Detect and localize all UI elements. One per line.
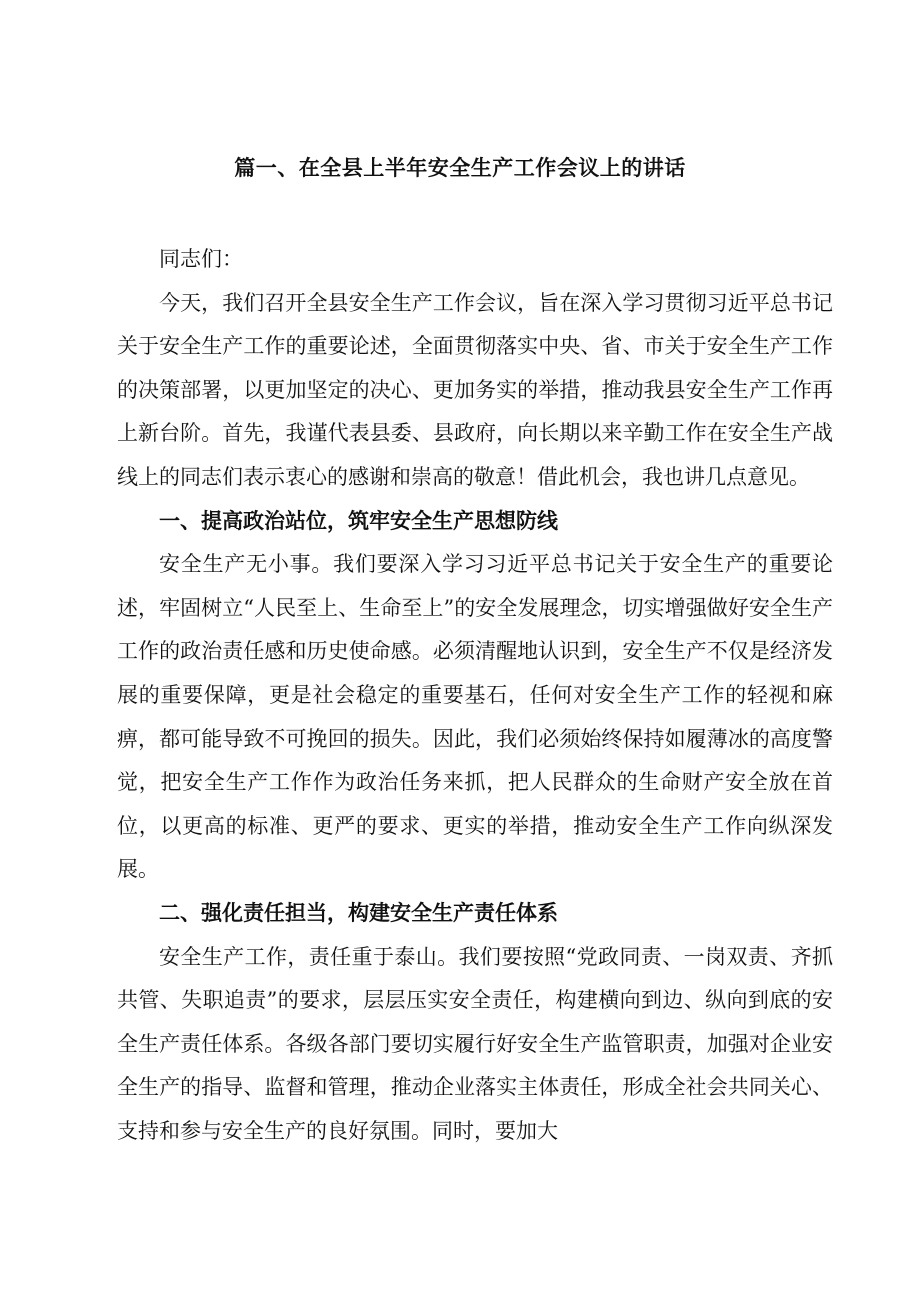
section-heading-1: 一、提高政治站位，筑牢安全生产思想防线 (159, 508, 558, 533)
salutation: 同志们： (159, 247, 243, 271)
section-heading-2: 二、强化责任担当，构建安全生产责任体系 (159, 900, 558, 925)
section-paragraph-1: 安全生产无小事。我们要深入学习习近平总书记关于安全生产的重要论述，牢固树立“人民至上、生命至上”的安全发展理念，切实增强做好安全生产工作的政治责任感和历史使命感。必须清醒地认识到，安全生产不仅是经济发展的重要保障，更是社会稳定的重要基石，任何对安全生产工作的轻视和麻痹，都可能导致不可挽回的损失。因此，我们必须始终保持如履薄冰的高度警觉，把安全生产工作作为政治任务来抓，把人民群众的生命财产安全放在首位，以更高的标准、更严的要求、更实的举措，推动安全生产工作向纵深发展。 (117, 552, 833, 882)
document-body (117, 238, 833, 1153)
document-title: 篇一、在全县上半年安全生产工作会议上的讲话 (234, 156, 686, 180)
section-paragraph-2: 安全生产工作，责任重于泰山。我们要按照“党政同责、一岗双责、齐抓共管、失职追责”的要求，层层压实安全责任，构建横向到边、纵向到底的安全生产责任体系。各级各部门要切实履行好安全生产监管职责，加强对企业安全生产的指导、监督和管理，推动企业落实主体责任，形成全社会共同关心、支持和参与安全生产的良好氛围。同时，要加大 (117, 944, 833, 1143)
intro-paragraph: 今天，我们召开全县安全生产工作会议，旨在深入学习贯彻习近平总书记关于安全生产工作的重要论述，全面贯彻落实中央、省、市关于安全生产工作的决策部署，以更加坚定的决心、更加务实的举措，推动我县安全生产工作再上新台阶。首先，我谨代表县委、县政府，向长期以来辛勤工作在安全生产战线上的同志们表示衷心的感谢和崇高的敬意！借此机会，我也讲几点意见。 (117, 290, 833, 489)
